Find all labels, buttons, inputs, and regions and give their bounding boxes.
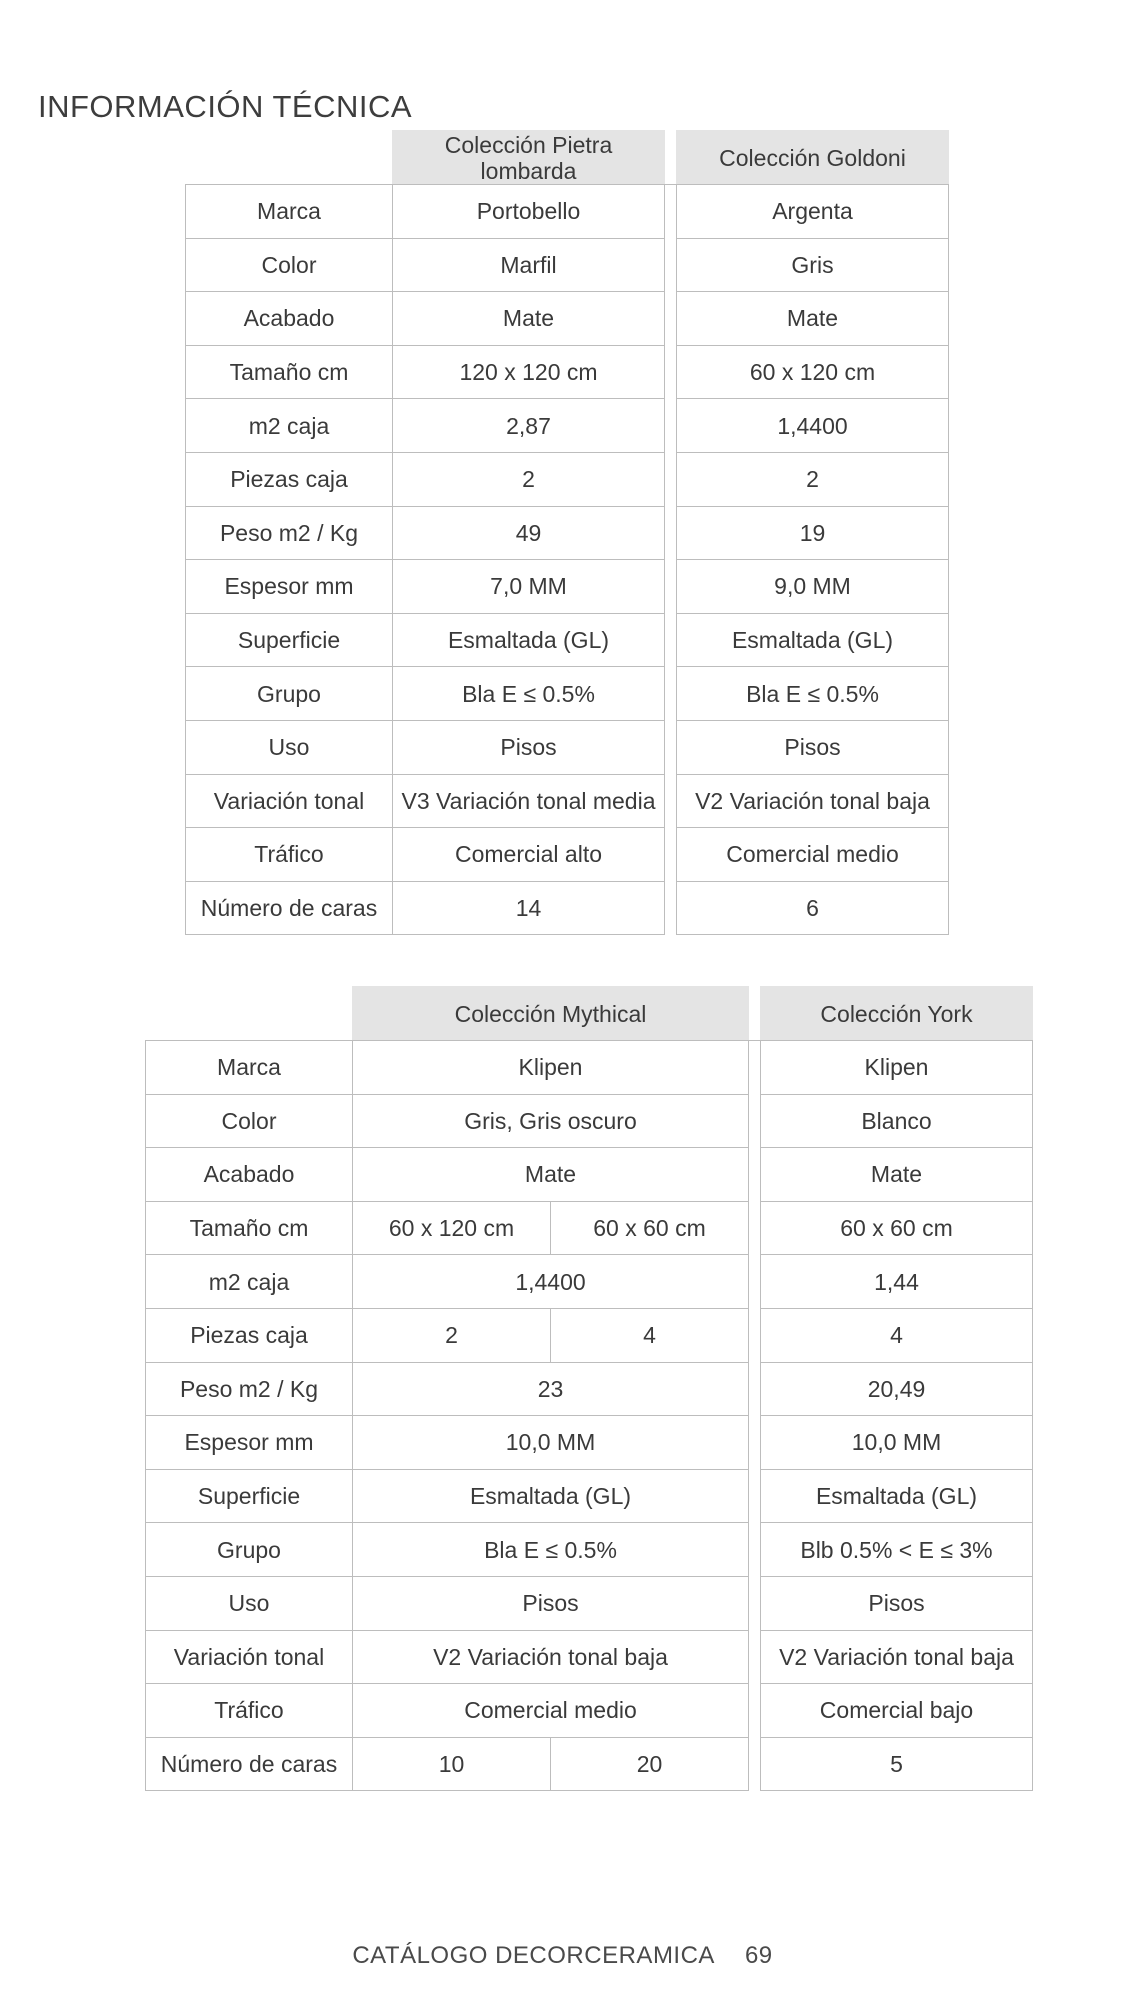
york-tamano: 60 x 60 cm	[761, 1201, 1033, 1255]
pietra-caras: 14	[393, 881, 665, 935]
row-label: Variación tonal	[186, 774, 393, 828]
row-label: Color	[186, 238, 393, 292]
pietra-marca: Portobello	[393, 185, 665, 239]
pietra-variacion: V3 Variación tonal media	[393, 774, 665, 828]
goldoni-uso: Pisos	[677, 720, 949, 774]
collection-header-mythical: Colección Mythical	[353, 987, 749, 1041]
pietra-m2-caja: 2,87	[393, 399, 665, 453]
table-row	[186, 238, 949, 292]
mythical-piezas-a: 2	[353, 1308, 551, 1362]
header-spacer	[186, 131, 393, 185]
row-label: Marca	[186, 185, 393, 239]
pietra-uso: Pisos	[393, 720, 665, 774]
header-spacer	[146, 987, 353, 1041]
mythical-color: Gris, Gris oscuro	[353, 1094, 749, 1148]
pietra-superficie: Esmaltada (GL)	[393, 613, 665, 667]
york-color: Blanco	[761, 1094, 1033, 1148]
table-row	[186, 667, 949, 721]
row-label: Piezas caja	[146, 1308, 353, 1362]
pietra-peso: 49	[393, 506, 665, 560]
mythical-superficie: Esmaltada (GL)	[353, 1469, 749, 1523]
row-label: Peso m2 / Kg	[186, 506, 393, 560]
gap-cell	[665, 131, 677, 185]
goldoni-grupo: Bla E ≤ 0.5%	[677, 667, 949, 721]
gap-cell	[749, 987, 761, 1041]
york-trafico: Comercial bajo	[761, 1684, 1033, 1738]
page-corner-mark	[38, 0, 98, 2]
pietra-trafico: Comercial alto	[393, 828, 665, 882]
table-row	[186, 881, 949, 935]
york-caras: 5	[761, 1737, 1033, 1791]
goldoni-piezas: 2	[677, 452, 949, 506]
goldoni-variacion: V2 Variación tonal baja	[677, 774, 949, 828]
pietra-tamano: 120 x 120 cm	[393, 345, 665, 399]
spec-table-pietra-goldoni	[185, 130, 949, 935]
goldoni-trafico: Comercial medio	[677, 828, 949, 882]
mythical-piezas-b: 4	[551, 1308, 749, 1362]
pietra-grupo: Bla E ≤ 0.5%	[393, 667, 665, 721]
row-label: m2 caja	[146, 1255, 353, 1309]
goldoni-acabado: Mate	[677, 292, 949, 346]
row-label: Superficie	[186, 613, 393, 667]
mythical-variacion: V2 Variación tonal baja	[353, 1630, 749, 1684]
page-title: INFORMACIÓN TÉCNICA	[38, 88, 413, 124]
collection-header-york: Colección York	[761, 987, 1033, 1041]
mythical-espesor: 10,0 MM	[353, 1416, 749, 1470]
york-grupo: Blb 0.5% < E ≤ 3%	[761, 1523, 1033, 1577]
mythical-marca: Klipen	[353, 1041, 749, 1095]
mythical-caras-a: 10	[353, 1737, 551, 1791]
table-row	[186, 506, 949, 560]
collection-header-goldoni: Colección Goldoni	[677, 131, 949, 185]
table-row	[186, 185, 949, 239]
pietra-acabado: Mate	[393, 292, 665, 346]
row-label: Número de caras	[146, 1737, 353, 1791]
goldoni-peso: 19	[677, 506, 949, 560]
mythical-grupo: Bla E ≤ 0.5%	[353, 1523, 749, 1577]
row-label: Superficie	[146, 1469, 353, 1523]
table-row	[186, 774, 949, 828]
table-row	[186, 452, 949, 506]
table-row	[186, 292, 949, 346]
goldoni-tamano: 60 x 120 cm	[677, 345, 949, 399]
row-label: Espesor mm	[186, 560, 393, 614]
york-superficie: Esmaltada (GL)	[761, 1469, 1033, 1523]
row-label: Uso	[146, 1576, 353, 1630]
york-variacion: V2 Variación tonal baja	[761, 1630, 1033, 1684]
row-label: Marca	[146, 1041, 353, 1095]
mythical-tamano-a: 60 x 120 cm	[353, 1201, 551, 1255]
york-marca: Klipen	[761, 1041, 1033, 1095]
york-espesor: 10,0 MM	[761, 1416, 1033, 1470]
row-label: Acabado	[146, 1148, 353, 1202]
mythical-acabado: Mate	[353, 1148, 749, 1202]
goldoni-espesor: 9,0 MM	[677, 560, 949, 614]
row-label: m2 caja	[186, 399, 393, 453]
row-label: Espesor mm	[146, 1416, 353, 1470]
york-m2-caja: 1,44	[761, 1255, 1033, 1309]
mythical-m2-caja: 1,4400	[353, 1255, 749, 1309]
goldoni-m2-caja: 1,4400	[677, 399, 949, 453]
goldoni-marca: Argenta	[677, 185, 949, 239]
pietra-piezas: 2	[393, 452, 665, 506]
pietra-color: Marfil	[393, 238, 665, 292]
pietra-espesor: 7,0 MM	[393, 560, 665, 614]
table-row	[186, 560, 949, 614]
goldoni-superficie: Esmaltada (GL)	[677, 613, 949, 667]
spec-table-mythical-york	[145, 986, 1033, 1791]
goldoni-color: Gris	[677, 238, 949, 292]
row-label: Número de caras	[186, 881, 393, 935]
row-label: Peso m2 / Kg	[146, 1362, 353, 1416]
row-label: Variación tonal	[146, 1630, 353, 1684]
row-label: Tamaño cm	[146, 1201, 353, 1255]
table-row	[186, 828, 949, 882]
goldoni-caras: 6	[677, 881, 949, 935]
row-label: Color	[146, 1094, 353, 1148]
row-label: Uso	[186, 720, 393, 774]
table-row	[186, 399, 949, 453]
footer-catalog-name: CATÁLOGO DECORCERAMICA	[352, 1942, 715, 1969]
collection-header-pietra: Colección Pietra lombarda	[393, 131, 665, 185]
mythical-peso: 23	[353, 1362, 749, 1416]
mythical-trafico: Comercial medio	[353, 1684, 749, 1738]
page-footer	[0, 1942, 1125, 1970]
row-label: Tráfico	[186, 828, 393, 882]
york-peso: 20,49	[761, 1362, 1033, 1416]
row-label: Grupo	[146, 1523, 353, 1577]
row-label: Tamaño cm	[186, 345, 393, 399]
table-row	[186, 345, 949, 399]
row-label: Grupo	[186, 667, 393, 721]
york-piezas: 4	[761, 1308, 1033, 1362]
page-number: 69	[744, 1942, 773, 1969]
row-label: Piezas caja	[186, 452, 393, 506]
row-label: Tráfico	[146, 1684, 353, 1738]
table-row	[186, 613, 949, 667]
mythical-uso: Pisos	[353, 1576, 749, 1630]
york-acabado: Mate	[761, 1148, 1033, 1202]
york-uso: Pisos	[761, 1576, 1033, 1630]
mythical-caras-b: 20	[551, 1737, 749, 1791]
table-row	[186, 720, 949, 774]
mythical-tamano-b: 60 x 60 cm	[551, 1201, 749, 1255]
row-label: Acabado	[186, 292, 393, 346]
